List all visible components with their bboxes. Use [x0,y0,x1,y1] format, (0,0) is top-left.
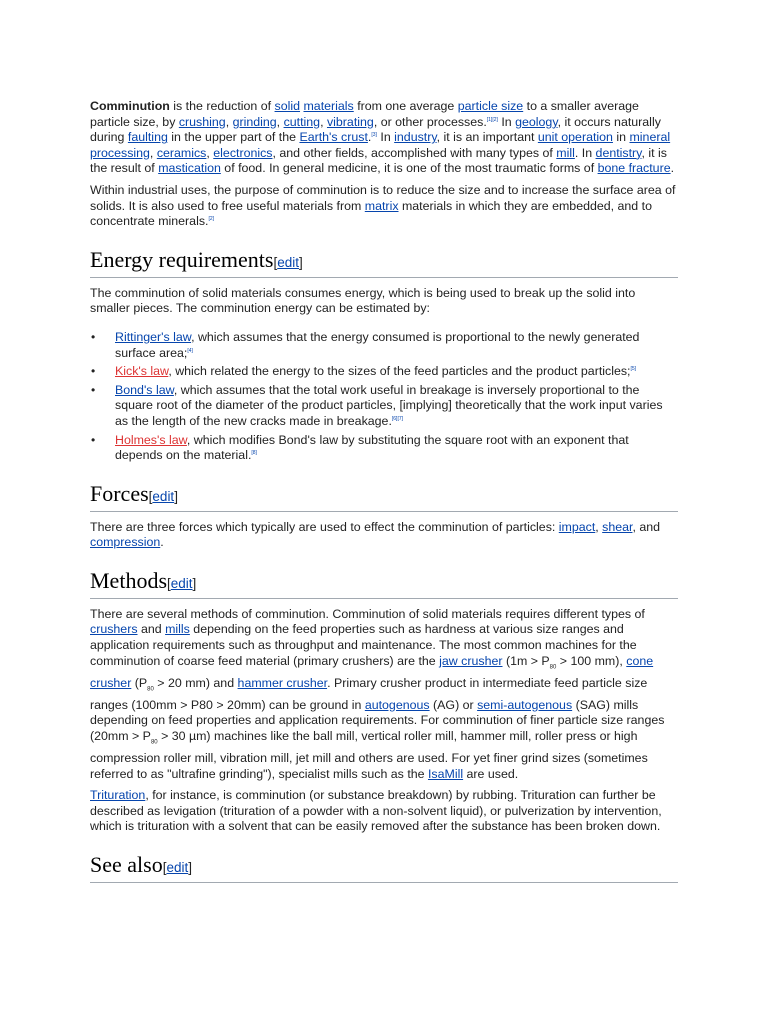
text: materials in which they are embedded, and to concentrate minerals. [90,198,652,229]
subscript: 80 [147,686,154,693]
link-cone-crusher[interactable]: cone crusher [90,653,654,690]
bracket: ] [192,575,197,591]
list-item [115,383,678,430]
link-autogenous[interactable]: autogenous [364,697,430,712]
link-particle-size[interactable]: particle size [457,99,524,113]
link-grinding[interactable]: grinding [232,114,277,129]
methods-paragraph-1 [90,607,678,782]
text: In [376,130,395,145]
subscript: 80 [150,739,158,746]
text: (SAG) mills depending on feed properties and application requirements. For comminution of finer particle size ranges (20mm > P [90,697,665,743]
text: in [612,130,630,145]
link-solid[interactable]: solid [274,99,301,113]
edit-link[interactable]: edit [170,575,193,591]
edit-section [149,489,178,504]
citation[interactable]: [2] [208,216,215,223]
section-heading-forces [90,481,678,512]
subscript: 80 [549,664,557,671]
link-materials[interactable]: materials [303,99,354,113]
heading-text: Methods [90,567,167,593]
text: , it occurs naturally during [90,114,661,145]
section-heading-see-also [90,852,678,883]
bracket: ] [299,254,303,270]
link-crushing[interactable]: crushing [178,114,226,129]
citation[interactable]: [4] [187,347,193,354]
link-geology[interactable]: geology [515,114,558,129]
energy-paragraph: The comminution of solid materials consumes energy, which is being used to break up the solid into smaller pieces. The comminution energy can be estimated by: [90,285,636,316]
text: (AG) or [429,697,478,712]
link-impact[interactable]: impact [558,519,596,534]
citation[interactable]: [8] [251,450,257,457]
text: , [595,519,603,534]
edit-link[interactable]: edit [166,860,189,875]
text: , or other processes. [373,114,487,129]
text: > 100 mm), [556,653,627,668]
article-subject: Comminution [90,99,170,113]
edit-link[interactable]: edit [277,254,300,270]
link-shear[interactable]: shear [602,519,633,534]
section-heading-methods [90,568,678,599]
text: and [137,622,166,637]
link-bone-fracture[interactable]: bone fracture [597,161,671,176]
bracket: ] [174,488,178,504]
link-vibrating[interactable]: vibrating [326,114,374,129]
link-electronics[interactable]: electronics [213,145,273,160]
text: is the reduction of [169,99,275,113]
link-industry[interactable]: industry [394,130,437,145]
link-unit-operation[interactable]: unit operation [537,130,613,145]
text: (P [131,675,148,690]
link-mastication[interactable]: mastication [158,161,221,176]
text: are used. [463,766,519,781]
text: There are three forces which typically are used to effect the comminution of particles: [90,519,559,534]
link-mineral-processing[interactable]: mineral processing [90,130,671,160]
link-earths-crust[interactable]: Earth's crust [299,130,368,145]
forces-paragraph [90,520,678,551]
text: , [206,145,214,160]
edit-section [167,576,196,591]
bracket: [ [273,254,278,270]
text: . In [574,145,596,160]
text: . [670,161,675,176]
citation[interactable]: [3] [371,132,377,139]
intro-paragraph-2 [90,183,678,230]
bracket: [ [148,488,153,504]
text: . Primary crusher product in intermediate feed particle size ranges (100mm > P80 > 20mm) can be ground in [90,675,648,712]
text: , which assumes that the energy consumed is proportional to the newly generated surface area; [115,329,640,360]
text: There are several methods of comminution. Comminution of solid materials requires different types of [90,606,645,621]
edit-link[interactable]: edit [152,488,175,504]
bracket: [ [167,575,171,591]
link-semi-autogenous[interactable]: semi-autogenous [477,697,573,712]
text: , which related the energy to the sizes of the feed particles and the product particles; [168,364,631,379]
link-mills[interactable]: mills [165,622,190,637]
link-holmess-law[interactable]: Holmes's law [115,432,187,447]
text: , [225,114,233,129]
text: , and [632,519,661,534]
link-trituration[interactable]: Trituration [90,788,146,803]
text: (1m > P [502,653,550,668]
text: . [367,130,372,145]
text: , it is the result of [90,145,667,176]
link-compression[interactable]: compression [90,535,161,550]
text: to a smaller average particle size, by [90,99,639,129]
citation[interactable]: [1][2] [486,116,498,123]
link-rittingers-law[interactable]: Rittinger's law [115,329,192,344]
section-heading-energy [90,247,678,278]
energy-laws-list [90,330,678,464]
link-faulting[interactable]: faulting [127,130,168,145]
link-mill[interactable]: mill [556,145,575,160]
link-hammer-crusher[interactable]: hammer crusher [237,675,328,690]
link-crushers[interactable]: crushers [90,622,138,637]
heading-text: Forces [90,480,149,506]
text: depending on the feed properties such as hardness at various size ranges and application requirements such as throughput and maintenance. The most common machines for the comminution of coarse feed material (primary crushers) are the [90,622,637,668]
text: > 30 µm) machines like the ball mill, vertical roller mill, hammer mill, roller press or high compression roller mill, vibration mill, jet mill and others are used. For yet finer grind sizes (sometimes referred to as "ultrafine grinding"), specialist mills such as the [90,728,648,781]
link-dentistry[interactable]: dentistry [595,145,642,160]
link-isamill[interactable]: IsaMill [427,766,464,781]
text: from one average [353,99,458,113]
link-bonds-law[interactable]: Bond's law [115,382,174,397]
text: , [276,114,284,129]
text: In [497,114,516,129]
list-item [115,330,678,361]
text: , which assumes that the total work useful in breakage is inversely proportional to the square root of the diameter of the product particles, [implying] theoretically that the work input varies as the length of the new cracks made in breakage. [115,382,663,428]
list-item [115,364,678,380]
edit-section [163,860,192,875]
heading-text: See also [90,852,163,877]
text: of food. In general medicine, it is one of the most traumatic forms of [220,161,598,176]
text: , and other fields, accomplished with many types of [272,145,557,160]
link-ceramics[interactable]: ceramics [156,145,207,160]
list-item [115,433,678,464]
text: in the upper part of the [167,130,300,145]
citation[interactable]: [6][7] [391,415,404,422]
bracket: ] [188,860,193,875]
text: Within industrial uses, the purpose of comminution is to reduce the size and to increase the surface area of solids. It is also used to free useful materials from [90,182,676,213]
link-matrix[interactable]: matrix [364,198,399,213]
text: , it is an important [436,130,538,145]
text: , for instance, is comminution (or substance breakdown) by rubbing. Trituration can further be described as levigation (trituration of a powder with a non-solvent liquid), or pulverization by intervention, which is trituration with a solvent that can be easily removed after the substance has been broken down. [90,788,662,834]
article-body [90,99,678,891]
heading-text: Energy requirements [90,246,274,272]
methods-paragraph-2 [90,788,678,835]
intro-paragraph-1 [90,99,678,177]
link-kicks-law[interactable]: Kick's law [115,364,169,379]
text: . [160,535,164,550]
link-cutting[interactable]: cutting [283,114,321,129]
text: > 20 mm) and [153,675,238,690]
text: , [149,145,157,160]
edit-section [273,255,302,270]
text: , which modifies Bond's law by substituting the square root with an exponent that depends on the material. [115,432,629,463]
text: , [320,114,327,129]
link-jaw-crusher[interactable]: jaw crusher [439,653,503,668]
bracket: [ [162,860,167,875]
citation[interactable]: [5] [630,366,637,373]
